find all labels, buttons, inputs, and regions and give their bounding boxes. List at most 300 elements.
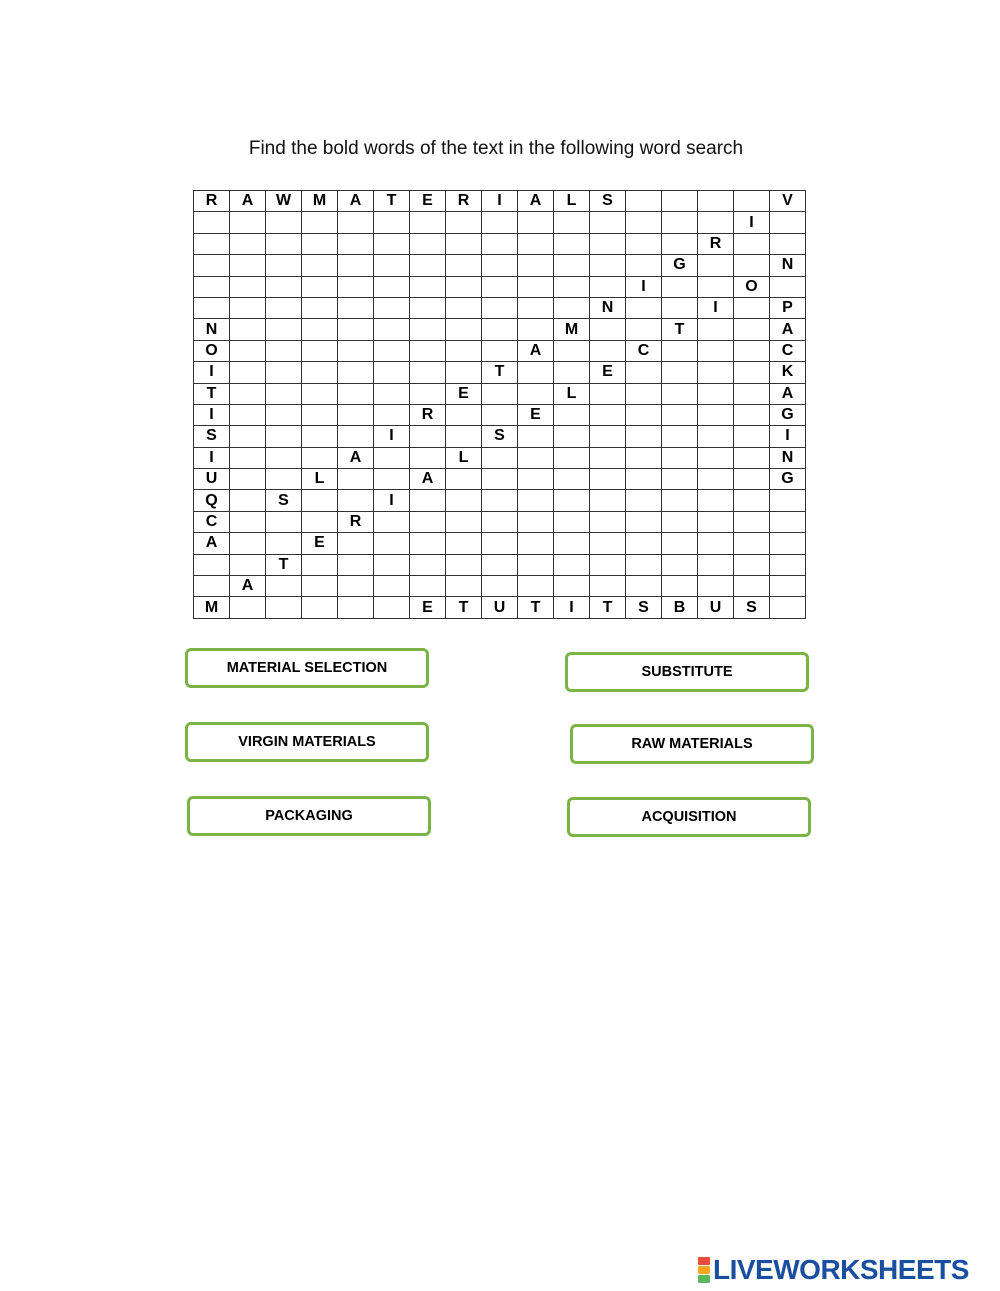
- grid-cell: O: [734, 276, 770, 297]
- grid-cell: [302, 212, 338, 233]
- grid-cell: [662, 490, 698, 511]
- grid-cell: [698, 533, 734, 554]
- grid-cell: [410, 576, 446, 597]
- grid-cell: [698, 469, 734, 490]
- grid-cell: [230, 469, 266, 490]
- grid-cell: [698, 191, 734, 212]
- grid-cell: [482, 255, 518, 276]
- grid-cell: [554, 340, 590, 361]
- grid-cell: [626, 191, 662, 212]
- grid-cell: [482, 340, 518, 361]
- grid-cell: [554, 255, 590, 276]
- grid-cell: [266, 276, 302, 297]
- grid-cell: [662, 233, 698, 254]
- grid-cell: [266, 383, 302, 404]
- grid-cell: [590, 447, 626, 468]
- grid-cell: A: [194, 533, 230, 554]
- grid-cell: [410, 383, 446, 404]
- grid-cell: [338, 319, 374, 340]
- grid-cell: [626, 469, 662, 490]
- grid-cell: [266, 255, 302, 276]
- grid-cell: [482, 319, 518, 340]
- grid-cell: [266, 362, 302, 383]
- grid-cell: [266, 297, 302, 318]
- grid-cell: I: [374, 426, 410, 447]
- grid-cell: T: [662, 319, 698, 340]
- grid-cell: [410, 297, 446, 318]
- grid-cell: [482, 490, 518, 511]
- grid-cell: [662, 276, 698, 297]
- grid-cell: S: [590, 191, 626, 212]
- grid-cell: [554, 297, 590, 318]
- grid-cell: E: [410, 191, 446, 212]
- grid-cell: C: [194, 511, 230, 532]
- grid-cell: [770, 276, 806, 297]
- grid-cell: [590, 576, 626, 597]
- grid-cell: [374, 447, 410, 468]
- grid-cell: U: [482, 597, 518, 618]
- grid-cell: I: [698, 297, 734, 318]
- grid-cell: [518, 297, 554, 318]
- grid-cell: [374, 255, 410, 276]
- grid-cell: [734, 554, 770, 575]
- grid-cell: [338, 404, 374, 425]
- grid-cell: [590, 511, 626, 532]
- grid-cell: [266, 469, 302, 490]
- grid-cell: [410, 426, 446, 447]
- grid-cell: [410, 233, 446, 254]
- grid-cell: [338, 426, 374, 447]
- grid-cell: A: [518, 191, 554, 212]
- grid-cell: U: [194, 469, 230, 490]
- grid-cell: W: [266, 191, 302, 212]
- grid-cell: [230, 447, 266, 468]
- grid-cell: [446, 297, 482, 318]
- grid-cell: [446, 490, 482, 511]
- grid-cell: [770, 554, 806, 575]
- grid-cell: [302, 340, 338, 361]
- grid-cell: [302, 362, 338, 383]
- grid-cell: [374, 276, 410, 297]
- grid-cell: C: [770, 340, 806, 361]
- grid-row: [194, 597, 806, 618]
- grid-cell: [446, 404, 482, 425]
- grid-row: [194, 212, 806, 233]
- grid-cell: [734, 426, 770, 447]
- grid-cell: [698, 490, 734, 511]
- grid-cell: [770, 597, 806, 618]
- grid-cell: I: [482, 191, 518, 212]
- grid-cell: [446, 255, 482, 276]
- grid-cell: [410, 554, 446, 575]
- grid-cell: [302, 511, 338, 532]
- grid-cell: I: [554, 597, 590, 618]
- grid-cell: [230, 319, 266, 340]
- grid-cell: [230, 276, 266, 297]
- grid-cell: [230, 597, 266, 618]
- grid-cell: [662, 447, 698, 468]
- grid-cell: A: [230, 576, 266, 597]
- grid-cell: [590, 426, 626, 447]
- grid-cell: S: [734, 597, 770, 618]
- grid-cell: [590, 533, 626, 554]
- grid-cell: [518, 447, 554, 468]
- grid-cell: [266, 426, 302, 447]
- grid-row: [194, 447, 806, 468]
- grid-cell: I: [194, 362, 230, 383]
- grid-cell: [554, 276, 590, 297]
- grid-cell: [554, 469, 590, 490]
- grid-cell: [194, 554, 230, 575]
- grid-cell: [554, 576, 590, 597]
- grid-cell: [230, 511, 266, 532]
- grid-row: [194, 554, 806, 575]
- grid-cell: [338, 233, 374, 254]
- grid-cell: [554, 212, 590, 233]
- grid-cell: [590, 554, 626, 575]
- grid-cell: [446, 233, 482, 254]
- grid-cell: [302, 276, 338, 297]
- grid-row: [194, 362, 806, 383]
- grid-cell: [626, 212, 662, 233]
- grid-cell: [734, 490, 770, 511]
- grid-row: [194, 297, 806, 318]
- grid-cell: [410, 511, 446, 532]
- grid-cell: [374, 340, 410, 361]
- word-box-acquisition: ACQUISITION: [567, 797, 811, 837]
- grid-cell: E: [518, 404, 554, 425]
- grid-cell: L: [554, 383, 590, 404]
- grid-cell: [266, 319, 302, 340]
- grid-cell: [410, 319, 446, 340]
- grid-cell: [230, 533, 266, 554]
- grid-cell: [410, 212, 446, 233]
- logo-mark-icon: [698, 1257, 710, 1284]
- grid-cell: [374, 469, 410, 490]
- grid-cell: T: [446, 597, 482, 618]
- grid-cell: [410, 276, 446, 297]
- grid-cell: [698, 576, 734, 597]
- grid-cell: [266, 576, 302, 597]
- grid-cell: R: [446, 191, 482, 212]
- grid-cell: [518, 533, 554, 554]
- grid-cell: [374, 576, 410, 597]
- grid-cell: [230, 233, 266, 254]
- grid-cell: [698, 340, 734, 361]
- grid-cell: [374, 383, 410, 404]
- grid-cell: [662, 576, 698, 597]
- grid-cell: [554, 426, 590, 447]
- grid-cell: [662, 191, 698, 212]
- grid-cell: P: [770, 297, 806, 318]
- grid-cell: [698, 383, 734, 404]
- grid-cell: M: [194, 597, 230, 618]
- grid-cell: [626, 319, 662, 340]
- grid-row: [194, 469, 806, 490]
- grid-cell: Q: [194, 490, 230, 511]
- grid-cell: [662, 554, 698, 575]
- grid-cell: B: [662, 597, 698, 618]
- grid-cell: [698, 447, 734, 468]
- grid-cell: M: [302, 191, 338, 212]
- grid-cell: [338, 554, 374, 575]
- instruction-text: Find the bold words of the text in the following word search: [248, 138, 744, 159]
- grid-cell: [302, 319, 338, 340]
- grid-cell: [554, 554, 590, 575]
- grid-row: [194, 576, 806, 597]
- grid-cell: [770, 490, 806, 511]
- grid-cell: [698, 511, 734, 532]
- grid-cell: [734, 297, 770, 318]
- grid-cell: [482, 533, 518, 554]
- grid-cell: S: [482, 426, 518, 447]
- grid-cell: [338, 297, 374, 318]
- grid-cell: [374, 404, 410, 425]
- grid-cell: [734, 340, 770, 361]
- grid-cell: [338, 383, 374, 404]
- grid-cell: N: [194, 319, 230, 340]
- grid-cell: K: [770, 362, 806, 383]
- grid-cell: G: [662, 255, 698, 276]
- grid-cell: [194, 212, 230, 233]
- grid-cell: [626, 511, 662, 532]
- grid-cell: [338, 469, 374, 490]
- grid-cell: [626, 426, 662, 447]
- grid-cell: R: [698, 233, 734, 254]
- grid-cell: [374, 511, 410, 532]
- grid-cell: [518, 383, 554, 404]
- grid-cell: I: [194, 404, 230, 425]
- grid-cell: [446, 511, 482, 532]
- grid-cell: [338, 362, 374, 383]
- grid-cell: [338, 490, 374, 511]
- grid-cell: T: [194, 383, 230, 404]
- grid-cell: [626, 576, 662, 597]
- grid-cell: [518, 511, 554, 532]
- grid-cell: [626, 297, 662, 318]
- grid-cell: [698, 255, 734, 276]
- grid-cell: E: [302, 533, 338, 554]
- grid-cell: [374, 212, 410, 233]
- grid-cell: [302, 597, 338, 618]
- grid-cell: R: [410, 404, 446, 425]
- grid-cell: [734, 319, 770, 340]
- grid-cell: [230, 362, 266, 383]
- grid-cell: [698, 362, 734, 383]
- grid-cell: [626, 404, 662, 425]
- grid-cell: [302, 426, 338, 447]
- grid-cell: [482, 212, 518, 233]
- grid-cell: L: [302, 469, 338, 490]
- grid-cell: [446, 362, 482, 383]
- word-box-raw-materials: RAW MATERIALS: [570, 724, 814, 764]
- grid-cell: [374, 319, 410, 340]
- grid-cell: [194, 233, 230, 254]
- grid-cell: [446, 426, 482, 447]
- grid-row: [194, 319, 806, 340]
- grid-cell: I: [626, 276, 662, 297]
- grid-cell: [302, 554, 338, 575]
- word-box-virgin-materials: VIRGIN MATERIALS: [185, 722, 429, 762]
- grid-cell: [662, 469, 698, 490]
- grid-cell: [554, 533, 590, 554]
- grid-cell: [734, 362, 770, 383]
- grid-cell: [554, 447, 590, 468]
- grid-cell: L: [446, 447, 482, 468]
- grid-cell: [410, 362, 446, 383]
- grid-row: [194, 255, 806, 276]
- grid-cell: T: [374, 191, 410, 212]
- grid-cell: [734, 404, 770, 425]
- grid-cell: [482, 576, 518, 597]
- grid-cell: [302, 447, 338, 468]
- grid-cell: [734, 533, 770, 554]
- grid-cell: [734, 469, 770, 490]
- grid-cell: [626, 447, 662, 468]
- grid-cell: [230, 554, 266, 575]
- grid-cell: [374, 533, 410, 554]
- grid-cell: [770, 511, 806, 532]
- grid-cell: [230, 404, 266, 425]
- grid-cell: [590, 404, 626, 425]
- grid-cell: [770, 212, 806, 233]
- grid-row: [194, 340, 806, 361]
- grid-cell: M: [554, 319, 590, 340]
- grid-cell: [518, 554, 554, 575]
- grid-cell: [410, 447, 446, 468]
- grid-cell: A: [338, 191, 374, 212]
- word-box-material-selection: MATERIAL SELECTION: [185, 648, 429, 688]
- grid-cell: [374, 554, 410, 575]
- grid-cell: A: [410, 469, 446, 490]
- grid-cell: [338, 576, 374, 597]
- grid-cell: [194, 297, 230, 318]
- grid-cell: T: [590, 597, 626, 618]
- grid-cell: [770, 233, 806, 254]
- grid-cell: [302, 233, 338, 254]
- grid-cell: [302, 383, 338, 404]
- grid-cell: [518, 233, 554, 254]
- grid-cell: [482, 404, 518, 425]
- grid-row: [194, 533, 806, 554]
- grid-cell: [266, 511, 302, 532]
- grid-cell: O: [194, 340, 230, 361]
- grid-cell: [266, 340, 302, 361]
- grid-cell: [482, 233, 518, 254]
- grid-cell: [374, 233, 410, 254]
- grid-cell: [230, 426, 266, 447]
- grid-cell: [698, 212, 734, 233]
- grid-cell: [518, 319, 554, 340]
- grid-row: [194, 426, 806, 447]
- grid-cell: [662, 362, 698, 383]
- grid-cell: [518, 426, 554, 447]
- grid-cell: [554, 511, 590, 532]
- grid-cell: [662, 297, 698, 318]
- grid-cell: A: [518, 340, 554, 361]
- grid-cell: [662, 533, 698, 554]
- grid-cell: [734, 511, 770, 532]
- grid-cell: S: [266, 490, 302, 511]
- grid-cell: [626, 233, 662, 254]
- grid-cell: [230, 383, 266, 404]
- grid-cell: N: [770, 255, 806, 276]
- grid-cell: N: [770, 447, 806, 468]
- grid-cell: [194, 276, 230, 297]
- grid-cell: S: [626, 597, 662, 618]
- grid-row: [194, 404, 806, 425]
- grid-cell: I: [194, 447, 230, 468]
- grid-row: [194, 191, 806, 212]
- grid-cell: [266, 233, 302, 254]
- grid-cell: [230, 490, 266, 511]
- grid-cell: [698, 319, 734, 340]
- grid-row: [194, 383, 806, 404]
- grid-cell: [410, 340, 446, 361]
- grid-cell: [194, 255, 230, 276]
- grid-cell: T: [482, 362, 518, 383]
- grid-cell: A: [338, 447, 374, 468]
- grid-cell: [518, 576, 554, 597]
- grid-cell: [734, 255, 770, 276]
- grid-cell: [338, 276, 374, 297]
- grid-cell: [410, 255, 446, 276]
- grid-cell: [626, 533, 662, 554]
- grid-cell: [446, 340, 482, 361]
- grid-cell: [338, 255, 374, 276]
- grid-cell: [590, 255, 626, 276]
- grid-cell: [698, 404, 734, 425]
- word-search-grid: [193, 190, 806, 619]
- grid-cell: [518, 255, 554, 276]
- grid-cell: [590, 233, 626, 254]
- grid-cell: [590, 469, 626, 490]
- grid-cell: [302, 490, 338, 511]
- grid-cell: S: [194, 426, 230, 447]
- grid-cell: [410, 490, 446, 511]
- grid-cell: [482, 469, 518, 490]
- grid-cell: [266, 533, 302, 554]
- grid-cell: [518, 490, 554, 511]
- grid-cell: [482, 297, 518, 318]
- grid-cell: T: [266, 554, 302, 575]
- grid-cell: C: [626, 340, 662, 361]
- grid-cell: [446, 576, 482, 597]
- grid-cell: [662, 383, 698, 404]
- grid-cell: [770, 576, 806, 597]
- grid-cell: I: [734, 212, 770, 233]
- grid-cell: [446, 469, 482, 490]
- grid-cell: I: [374, 490, 410, 511]
- grid-cell: [662, 426, 698, 447]
- grid-cell: [590, 276, 626, 297]
- grid-cell: A: [770, 383, 806, 404]
- grid-cell: U: [698, 597, 734, 618]
- grid-cell: [230, 297, 266, 318]
- grid-cell: [338, 340, 374, 361]
- grid-cell: [266, 404, 302, 425]
- grid-cell: [518, 212, 554, 233]
- logo-text: LIVEWORKSHEETS: [713, 1254, 969, 1285]
- grid-cell: [302, 297, 338, 318]
- grid-cell: [302, 255, 338, 276]
- grid-cell: [338, 597, 374, 618]
- grid-cell: [374, 297, 410, 318]
- grid-cell: [266, 212, 302, 233]
- grid-cell: [698, 426, 734, 447]
- grid-cell: I: [770, 426, 806, 447]
- grid-cell: [482, 447, 518, 468]
